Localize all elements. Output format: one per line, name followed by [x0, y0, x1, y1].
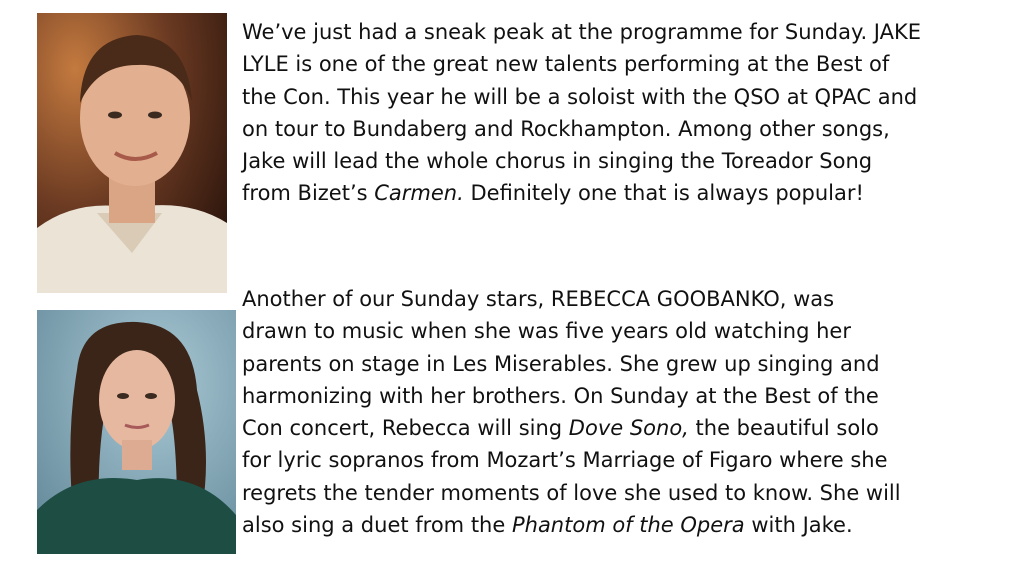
bio-text: with Jake. [744, 513, 853, 538]
bio-line: LYLE is one of the great new talents performing at the Best of [242, 52, 890, 77]
bio-line: Jake will lead the whole chorus in singing the Toreador Song [242, 149, 873, 174]
bio-line: parents on stage in Les Miserables. She grew up singing and [242, 351, 880, 376]
bio-line: for lyric sopranos from Mozart’s Marriage of Figaro where she [242, 448, 888, 473]
bio-line: harmonizing with her brothers. On Sunday at the Best of the [242, 383, 879, 408]
opera-title-carmen: Carmen. [374, 181, 464, 206]
bio-line: on tour to Bundaberg and Rockhampton. Among other songs, [242, 116, 890, 141]
portrait-illustration [37, 13, 227, 293]
bio-text: Definitely one that is always popular! [463, 181, 864, 206]
jake-lyle-photo [37, 13, 227, 293]
bio-line: regrets the tender moments of love she used to know. She will [242, 480, 901, 505]
bio-line: drawn to music when she was five years old watching her [242, 319, 851, 344]
bio-text: from Bizet’s [242, 181, 375, 206]
bio-text: the beautiful solo [688, 416, 879, 441]
bio-line: the Con. This year he will be a soloist with the QSO at QPAC and [242, 84, 918, 109]
bio-line [242, 412, 1012, 444]
bio-line: Another of our Sunday stars, REBECCA GOOBANKO, was [242, 287, 835, 311]
rebecca-goobanko-bio [242, 283, 1012, 541]
bio-text: also sing a duet from the [242, 513, 512, 538]
bio-text: Con concert, Rebecca will sing [242, 416, 569, 441]
bio-line [242, 177, 1012, 209]
portrait-illustration [37, 310, 236, 554]
bio-line [242, 509, 1012, 541]
aria-title-dove-sono: Dove Sono, [568, 416, 689, 441]
jake-lyle-bio [242, 16, 1012, 210]
bio-line: We’ve just had a sneak peak at the programme for Sunday. JAKE [242, 20, 922, 44]
rebecca-goobanko-photo [37, 310, 236, 554]
musical-title-phantom: Phantom of the Opera [511, 513, 745, 538]
